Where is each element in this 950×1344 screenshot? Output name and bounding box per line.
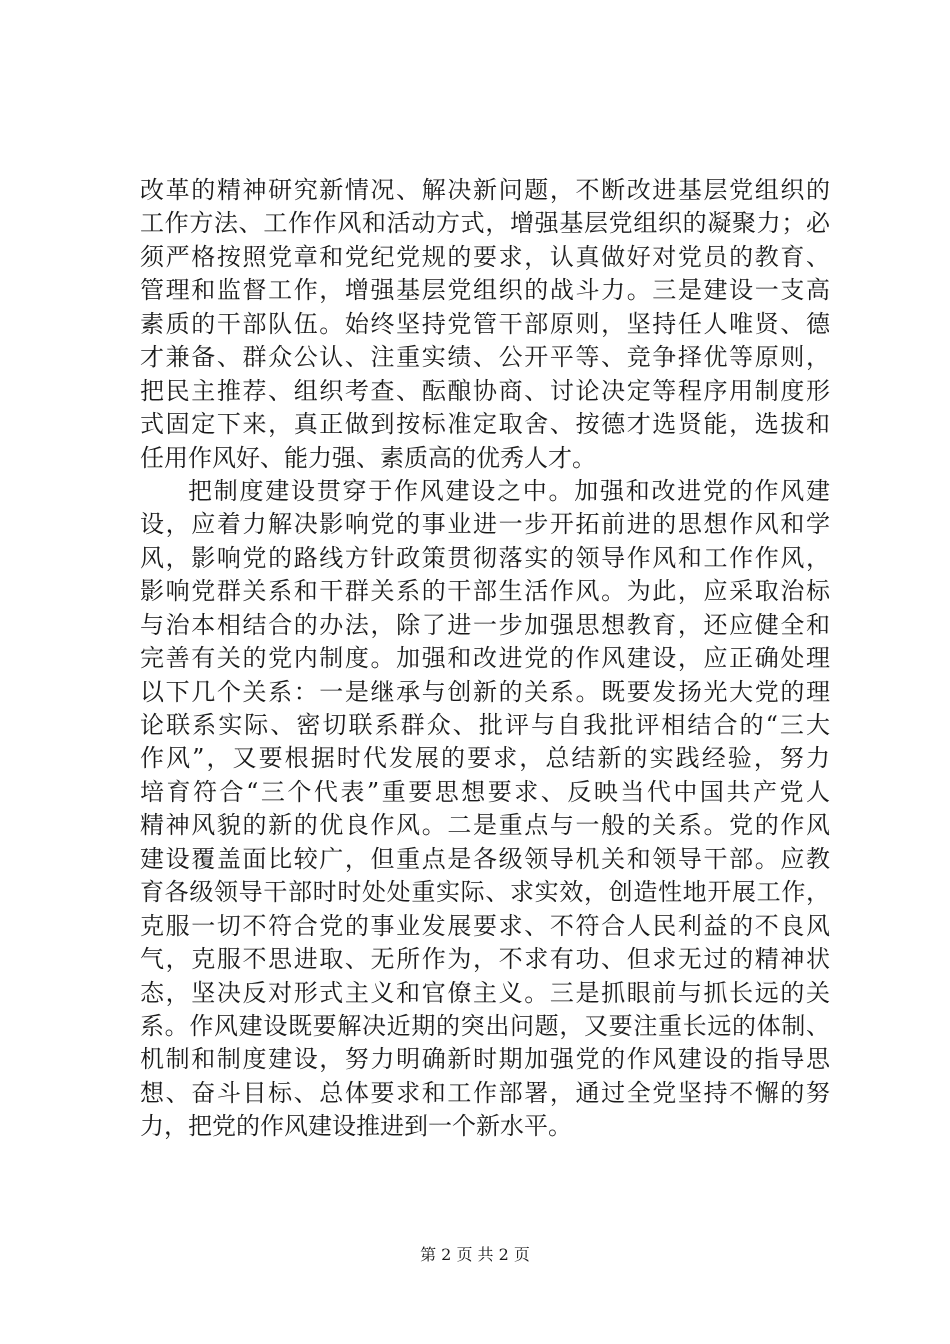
paragraph (140, 475, 830, 1144)
text-line: 把制度建设贯穿于作风建设之中。加强和改进党的作风建 (188, 476, 830, 505)
page-footer: 第 2 页 共 2 页 (420, 1245, 530, 1264)
text-line: 态，坚决反对形式主义和官僚主义。三是抓眼前与抓长远的关 (140, 978, 830, 1007)
text-line: 气，克服不思进取、无所作为，不求有功、但求无过的精神状 (140, 945, 830, 974)
text-line: 论联系实际、密切联系群众、批评与自我批评相结合的“三大 (140, 711, 830, 739)
text-line: 力，把党的作风建设推进到一个新水平。 (140, 1112, 572, 1141)
text-line: 把民主推荐、组织考查、酝酿协商、讨论决定等程序用制度形 (140, 376, 830, 405)
text-line: 管理和监督工作，增强基层党组织的战斗力。三是建设一支高 (140, 276, 830, 305)
text-line: 育各级领导干部时时处处重实际、求实效，创造性地开展工作， (140, 878, 830, 907)
text-line: 培育符合“三个代表”重要思想要求、反映当代中国共产党人 (140, 777, 830, 806)
text-line: 式固定下来，真正做到按标准定取舍、按德才选贤能，选拔和 (140, 410, 830, 439)
text-line: 才兼备、群众公认、注重实绩、公开平等、竞争择优等原则， (140, 343, 830, 372)
document-body (140, 174, 830, 1144)
text-line: 风，影响党的路线方针政策贯彻落实的领导作风和工作作风， (140, 543, 830, 572)
text-line: 改革的精神研究新情况、解决新问题，不断改进基层党组织的 (140, 176, 830, 204)
text-line: 精神风貌的新的优良作风。二是重点与一般的关系。党的作风 (140, 811, 830, 840)
text-line: 完善有关的党内制度。加强和改进党的作风建设，应正确处理 (140, 644, 830, 673)
text-line: 作风”，又要根据时代发展的要求，总结新的实践经验，努力 (140, 744, 830, 773)
text-line: 以下几个关系：一是继承与创新的关系。既要发扬光大党的理 (140, 677, 830, 706)
text-line: 机制和制度建设，努力明确新时期加强党的作风建设的指导思 (140, 1045, 830, 1074)
text-line: 影响党群关系和干群关系的干部生活作风。为此，应采取治标 (140, 577, 830, 606)
text-line: 与治本相结合的办法，除了进一步加强思想教育，还应健全和 (140, 610, 830, 639)
paragraph (140, 174, 830, 475)
text-line: 任用作风好、能力强、素质高的优秀人才。 (140, 443, 596, 472)
text-line: 设，应着力解决影响党的事业进一步开拓前进的思想作风和学 (140, 510, 830, 539)
text-line: 建设覆盖面比较广，但重点是各级领导机关和领导干部。应教 (140, 844, 830, 873)
text-line: 工作方法、工作作风和活动方式，增强基层党组织的凝聚力；必 (140, 209, 830, 238)
text-line: 素质的干部队伍。始终坚持党管干部原则，坚持任人唯贤、德 (140, 309, 830, 338)
text-line: 须严格按照党章和党纪党规的要求，认真做好对党员的教育、 (140, 242, 830, 271)
text-line: 想、奋斗目标、总体要求和工作部署，通过全党坚持不懈的努 (140, 1078, 830, 1107)
text-line: 克服一切不符合党的事业发展要求、不符合人民利益的不良风 (140, 911, 830, 940)
text-line: 系。作风建设既要解决近期的突出问题，又要注重长远的体制、 (140, 1011, 830, 1040)
